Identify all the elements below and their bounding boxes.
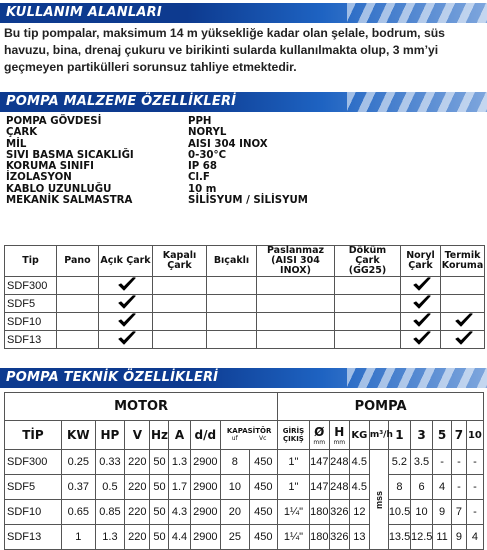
group-header-pompa: POMPA [278,393,484,421]
h-symbol: H [334,424,345,439]
col-header-q1: 1 [388,421,410,450]
tech-cell-kw: 1 [61,525,95,550]
section-banner-materials [0,92,487,112]
tech-cell-uf: 10 [221,475,249,500]
col-header-termik-koruma: Termik Koruma [441,246,485,277]
tech-cell-dd: 2900 [190,450,221,475]
features-cell [57,331,99,349]
tech-cell-giris: 1" [278,450,310,475]
tech-cell-dd: 2900 [190,475,221,500]
features-cell [99,295,153,313]
material-row [6,150,406,161]
features-cell [441,331,485,349]
tech-cell-v: 220 [125,525,150,550]
col-header-hp: HP [95,421,125,450]
tech-cell-q3: 12.5 [410,525,432,550]
material-label: MİL [6,138,27,150]
tech-cell-q7: 7 [452,500,467,525]
features-row-tip: SDF300 [5,277,57,295]
tech-cell-q10: - [466,450,483,475]
tech-cell-q3: 10 [410,500,432,525]
tech-cell-uf: 20 [221,500,249,525]
kapasitor-vc-label: Vc [259,435,267,442]
tech-cell-h: 248 [329,450,349,475]
checkmark-icon [118,295,134,309]
material-label: MEKANİK SALMASTRA [6,195,133,207]
features-cell [257,277,335,295]
tech-cell-kw: 0.65 [61,500,95,525]
material-row [6,195,406,206]
tech-cell-hz: 50 [150,525,169,550]
features-cell [99,331,153,349]
features-cell [335,313,401,331]
tech-cell-vc: 450 [249,525,278,550]
col-header-paslanmaz: Paslanmaz (AISI 304 INOX) [257,246,335,277]
features-table [4,245,485,349]
material-label: KORUMA SINIFI [6,161,94,173]
material-value: SİLİSYUM / SİLİSYUM [188,195,308,207]
h-unit: mm [333,438,346,446]
tech-cell-hp: 0.33 [95,450,125,475]
features-cell [153,313,207,331]
col-header-h [329,421,349,450]
features-cell [441,277,485,295]
tech-cell-a: 4.3 [169,500,190,525]
tech-cell-kg: 4.5 [349,450,369,475]
kapasitor-label: KAPASİTÖR [226,427,272,435]
tech-cell-tip: SDF13 [5,525,62,550]
tech-cell-mss [369,450,388,550]
tech-cell-giris: 1¼" [278,525,310,550]
tech-cell-hp: 0.5 [95,475,125,500]
tech-row [5,475,484,500]
features-cell [153,277,207,295]
tech-cell-tip: SDF300 [5,450,62,475]
tech-cell-cap: 180 [309,525,329,550]
section-title-technical: POMPA TEKNİK ÖZELLİKLERİ [6,370,219,385]
material-label: ÇARK [6,127,38,139]
tech-cell-cap: 147 [309,475,329,500]
features-row [5,331,485,349]
tech-cell-v: 220 [125,475,150,500]
features-cell [401,277,441,295]
features-row [5,277,485,295]
features-cell [207,295,257,313]
checkmark-icon [118,313,134,327]
tech-cell-dd: 2900 [190,525,221,550]
features-cell [257,313,335,331]
tech-cell-hz: 50 [150,475,169,500]
tech-row [5,525,484,550]
tech-cell-hz: 50 [150,450,169,475]
col-header-v: V [125,421,150,450]
col-header-q7: 7 [452,421,467,450]
col-header-hz: Hz [150,421,169,450]
tech-cell-v: 220 [125,500,150,525]
material-row [6,184,406,195]
material-value: 0-30°C [188,149,227,161]
mss-label: mss [373,490,384,509]
tech-cell-uf: 8 [221,450,249,475]
checkmark-icon [455,313,471,327]
tech-row [5,500,484,525]
features-cell [401,331,441,349]
features-cell [153,331,207,349]
col-header-kw: KW [61,421,95,450]
col-header-kg: KG [349,421,369,450]
tech-cell-q1: 10.5 [388,500,410,525]
tech-cell-a: 1.7 [169,475,190,500]
checkmark-icon [118,277,134,291]
tech-cell-q10: - [466,475,483,500]
checkmark-icon [413,331,429,345]
section-title-materials: POMPA MALZEME ÖZELLİKLERİ [6,94,237,109]
features-row [5,295,485,313]
tech-cell-kg: 12 [349,500,369,525]
features-cell [207,331,257,349]
checkmark-icon [455,331,471,345]
checkmark-icon [413,295,429,309]
tech-cell-v: 220 [125,450,150,475]
section-title-usage: KULLANIM ALANLARI [6,5,162,20]
tech-cell-cap: 147 [309,450,329,475]
col-header-giris-cikis: GİRİŞ ÇIKIŞ [278,421,310,450]
tech-cell-hp: 1.3 [95,525,125,550]
tech-cell-q7: 9 [452,525,467,550]
col-header-q10: 10 [466,421,483,450]
col-header-tip: Tip [5,246,57,277]
features-cell [401,313,441,331]
features-cell [57,313,99,331]
tech-cell-q3: 6 [410,475,432,500]
tech-cell-giris: 1" [278,475,310,500]
tech-cell-q10: - [466,500,483,525]
features-cell [335,295,401,313]
col-header-cap [309,421,329,450]
material-row [6,127,406,138]
intro-paragraph: Bu tip pompalar, maksimum 14 m yüksekliğe kadar olan şelale, bodrum, süs havuzu, bina, drenaj çukuru ve birikinti sularda kullanılmakta olup, 3 mm’yi geçmeyen partikülleri sorunsuz tahliye etmektedir. [4,26,445,74]
col-header-q5: 5 [433,421,452,450]
tech-cell-vc: 450 [249,475,278,500]
tech-cell-uf: 25 [221,525,249,550]
tech-cell-a: 1.3 [169,450,190,475]
material-row [6,139,406,150]
col-header-noryl-cark: Noryl Çark [401,246,441,277]
tech-cell-giris: 1¼" [278,500,310,525]
col-header-bicakli: Bıçaklı [207,246,257,277]
tech-cell-h: 326 [329,500,349,525]
group-header-motor: MOTOR [5,393,278,421]
tech-cell-tip: SDF10 [5,500,62,525]
section-banner-technical [0,368,487,388]
col-header-kapasitor [221,421,278,450]
tech-cell-tip: SDF5 [5,475,62,500]
features-cell [153,295,207,313]
tech-cell-kg: 13 [349,525,369,550]
cap-symbol: Ø [314,424,325,439]
features-cell [335,277,401,295]
material-value: 10 m [188,183,217,195]
features-cell [257,331,335,349]
features-header-row [5,246,485,277]
tech-cell-h: 326 [329,525,349,550]
features-cell [207,277,257,295]
col-header-tip: TİP [5,421,62,450]
cap-unit: mm [313,438,326,446]
material-row [6,161,406,172]
tech-cell-cap: 180 [309,500,329,525]
material-value: IP 68 [188,161,217,173]
features-row-tip: SDF10 [5,313,57,331]
features-cell [207,313,257,331]
tech-table [4,392,484,550]
features-cell [57,295,99,313]
col-header-a: A [169,421,190,450]
tech-cell-q5: 11 [433,525,452,550]
features-cell [335,331,401,349]
tech-cell-q1: 5.2 [388,450,410,475]
features-cell [99,313,153,331]
features-cell [99,277,153,295]
tech-cell-q1: 13.5 [388,525,410,550]
col-header-q3: 3 [410,421,432,450]
material-label: SIVI BASMA SICAKLIĞI [6,149,134,161]
materials-list [6,116,406,206]
col-header-kapali-cark: Kapalı Çark [153,246,207,277]
section-banner-usage [0,3,487,23]
tech-cell-q5: - [433,450,452,475]
features-row [5,313,485,331]
features-cell [441,313,485,331]
tech-cell-kw: 0.25 [61,450,95,475]
tech-cell-hp: 0.85 [95,500,125,525]
material-value: AISI 304 INOX [188,138,268,150]
material-value: Cl.F [188,172,210,184]
features-cell [257,295,335,313]
material-value: PPH [188,116,212,127]
material-label: POMPA GÖVDESİ [6,116,102,127]
tech-cell-a: 4.4 [169,525,190,550]
col-header-dokum-cark: Döküm Çark (GG25) [335,246,401,277]
features-row-tip: SDF5 [5,295,57,313]
tech-cell-kg: 4.5 [349,475,369,500]
tech-cell-q10: 4 [466,525,483,550]
tech-cell-dd: 2900 [190,500,221,525]
tech-cell-vc: 450 [249,500,278,525]
checkmark-icon [118,331,134,345]
features-row-tip: SDF13 [5,331,57,349]
material-row [6,116,406,127]
checkmark-icon [413,277,429,291]
tech-cell-q5: 9 [433,500,452,525]
material-value: NORYL [188,127,227,139]
tech-cell-q7: - [452,475,467,500]
col-header-m3h: m³/h [369,421,388,450]
tech-cell-kw: 0.37 [61,475,95,500]
tech-cell-q5: 4 [433,475,452,500]
checkmark-icon [413,313,429,327]
tech-cell-q3: 3.5 [410,450,432,475]
tech-cell-vc: 450 [249,450,278,475]
material-label: İZOLASYON [6,172,72,184]
tech-row [5,450,484,475]
material-row [6,172,406,183]
tech-cell-q7: - [452,450,467,475]
col-header-dd: d/d [190,421,221,450]
features-cell [401,295,441,313]
col-header-pano: Pano [57,246,99,277]
col-header-acik-cark: Açık Çark [99,246,153,277]
features-cell [441,295,485,313]
tech-cell-hz: 50 [150,500,169,525]
material-label: KABLO UZUNLUĞU [6,183,112,195]
tech-cell-h: 248 [329,475,349,500]
features-cell [57,277,99,295]
tech-cell-q1: 8 [388,475,410,500]
kapasitor-uf-label: uf [231,435,238,442]
